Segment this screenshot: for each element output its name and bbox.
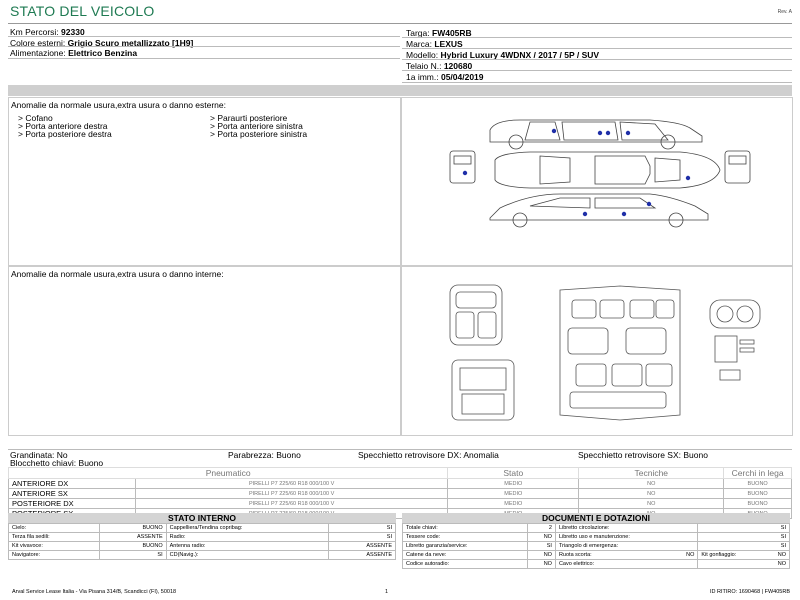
fuel-row: Alimentazione: Elettrico Benzina <box>10 48 138 58</box>
section-band <box>8 85 792 96</box>
windshield-value: Buono <box>276 450 301 460</box>
make-value: LEXUS <box>434 39 463 49</box>
color-value: Grigio Scuro metallizzato [1H9] <box>67 38 194 48</box>
row-divider <box>402 59 792 60</box>
model-value: Hybrid Luxury 4WDNX / 2017 / 5P / SUV <box>440 50 600 60</box>
chassis-row: Telaio N.: 120680 <box>406 61 473 71</box>
tyres-header-tech: Tecniche <box>579 468 724 479</box>
hail-value: No <box>56 450 68 460</box>
doc-label: Catene da neve: <box>403 551 528 560</box>
state-value: SI <box>329 533 396 542</box>
external-damage-list-right <box>210 114 307 139</box>
tyre-rims: BUONO <box>724 489 792 499</box>
tyres-table <box>8 467 792 519</box>
doc-label: Kit gonfiaggio: NO <box>698 551 790 560</box>
state-label: Terza fila sedili: <box>9 533 100 542</box>
state-value: ASSENTE <box>329 551 396 560</box>
tyre-position: POSTERIORE DX <box>9 499 136 509</box>
table-row <box>403 533 790 542</box>
color-row: Colore esterni: Grigio Scuro metallizzato [1H9] <box>10 38 194 48</box>
documents-title: DOCUMENTI E DOTAZIONI <box>402 513 790 523</box>
key-lock-value: Buono <box>78 458 104 468</box>
make-row: Marca: LEXUS <box>406 39 463 49</box>
key-lock-check: Blocchetto chiavi: Buono <box>10 458 104 468</box>
doc-label: Libretto garanzia/service: <box>403 542 528 551</box>
mirror-dx-check: Specchietto retrovisore DX: Anomalia <box>358 450 499 460</box>
doc-value: NO <box>528 551 556 560</box>
doc-value: SI <box>698 533 790 542</box>
title-divider <box>8 23 792 24</box>
external-damage-title: Anomalie da normale usura,extra usura o danno esterne: <box>11 100 226 110</box>
internal-damage-panel <box>8 266 401 436</box>
state-label: Kit vivavoce: <box>9 542 100 551</box>
damage-item: > Porta anteriore sinistra <box>210 121 303 132</box>
row-divider <box>8 46 400 47</box>
plate-row: Targa: FW405RB <box>406 28 472 38</box>
model-row: Modello: Hybrid Luxury 4WDNX / 2017 / 5P / SUV <box>406 50 600 60</box>
tyre-spec: PIRELLI P7 225/60 R18 000/100 V <box>136 479 448 489</box>
damage-item: > Porta anteriore destra <box>18 121 108 132</box>
state-value: ASSENTE <box>329 542 396 551</box>
footer-id: ID RITIRO: 1690468 | FW405RB <box>710 589 790 595</box>
doc-value: NO <box>698 560 790 569</box>
row-divider <box>402 70 792 71</box>
internal-damage-title: Anomalie da normale usura,extra usura o danno interne: <box>11 269 224 279</box>
state-label: Navigatore: <box>9 551 100 560</box>
table-row <box>9 551 396 560</box>
plate-value: FW405RB <box>432 28 472 38</box>
car-exterior-diagram <box>440 108 760 258</box>
tyre-tech: NO <box>579 479 724 489</box>
doc-label: Totale chiavi: <box>403 524 528 533</box>
doc-label: Cavo elettrico: <box>555 560 697 569</box>
damage-item: > Cofano <box>18 113 53 123</box>
table-row <box>403 560 790 569</box>
table-row <box>403 542 790 551</box>
footer-company: Arval Service Lease Italia - Via Pisana 314/B, Scandicci (FI), 50018 <box>12 589 177 595</box>
doc-label: Libretto circolazione: <box>555 524 697 533</box>
doc-value: SI <box>698 524 790 533</box>
table-row <box>9 489 792 499</box>
footer-page-number: 1 <box>385 589 389 595</box>
windshield-check: Parabrezza: Buono <box>228 450 301 460</box>
damage-item: > Paraurti posteriore <box>210 113 288 123</box>
km-value: 92330 <box>61 27 85 37</box>
table-row <box>9 533 396 542</box>
tyre-tech: NO <box>579 499 724 509</box>
documents-table <box>402 523 790 569</box>
internal-state-title: STATO INTERNO <box>8 513 396 523</box>
state-value: BUONO <box>99 524 166 533</box>
state-label: CD(Navig.): <box>166 551 329 560</box>
doc-value: NO <box>777 552 786 558</box>
tyres-header-row <box>9 468 792 479</box>
revision-label: Rev. A <box>777 9 792 15</box>
tyre-position: ANTERIORE DX <box>9 479 136 489</box>
tyre-status: MEDIO <box>448 499 579 509</box>
fuel-value: Elettrico Benzina <box>68 48 138 58</box>
mirror-sx-check: Specchietto retrovisore SX: Buono <box>578 450 708 460</box>
doc-label: Ruota scorta: NO <box>555 551 697 560</box>
state-label: Cielo: <box>9 524 100 533</box>
tyre-status: MEDIO <box>448 489 579 499</box>
damage-item: > Porta posteriore sinistra <box>210 129 308 140</box>
doc-value: NO <box>528 533 556 542</box>
row-divider <box>8 58 400 59</box>
table-row <box>9 524 396 533</box>
hail-check: Grandinata: No <box>10 450 68 460</box>
doc-label: Codice autoradio: <box>403 560 528 569</box>
row-divider <box>402 48 792 49</box>
tyre-rims: BUONO <box>724 499 792 509</box>
doc-label: Libretto uso e manutenzione: <box>555 533 697 542</box>
tyre-rims: BUONO <box>724 479 792 489</box>
tyre-position: ANTERIORE SX <box>9 489 136 499</box>
state-value: SI <box>329 524 396 533</box>
doc-value: SI <box>528 542 556 551</box>
km-row: Km Percorsi: 92330 <box>10 27 85 37</box>
table-row <box>9 499 792 509</box>
tyre-tech: NO <box>579 489 724 499</box>
doc-value: NO <box>528 560 556 569</box>
mirror-dx-value: Anomalia <box>463 450 499 460</box>
tyres-header-tyre: Pneumatico <box>9 468 448 479</box>
page-title: STATO DEL VEICOLO <box>10 3 155 19</box>
row-divider <box>8 36 400 37</box>
tyres-header-rims: Cerchi in lega <box>724 468 792 479</box>
row-divider <box>402 37 792 38</box>
state-value: ASSENTE <box>99 533 166 542</box>
internal-state-table <box>8 523 396 560</box>
state-label: Cappelliera/Tendina copribag: <box>166 524 329 533</box>
table-row <box>403 551 790 560</box>
external-damage-list-left <box>18 114 112 139</box>
doc-label: Triangolo di emergenza: <box>555 542 697 551</box>
state-value: BUONO <box>99 542 166 551</box>
doc-value: 2 <box>528 524 556 533</box>
tyre-spec: PIRELLI P7 225/60 R18 000/100 V <box>136 489 448 499</box>
row-divider <box>402 82 792 83</box>
doc-value: SI <box>698 542 790 551</box>
state-label: Radio: <box>166 533 329 542</box>
first-reg-value: 05/04/2019 <box>440 72 484 82</box>
mirror-sx-value: Buono <box>683 450 708 460</box>
tyre-status: MEDIO <box>448 479 579 489</box>
car-interior-diagram <box>440 280 770 430</box>
state-value: SI <box>99 551 166 560</box>
damage-item: > Porta posteriore destra <box>18 129 112 140</box>
table-row <box>403 524 790 533</box>
doc-label: Tessere code: <box>403 533 528 542</box>
chassis-value: 120680 <box>443 61 473 71</box>
tyres-header-status: Stato <box>448 468 579 479</box>
doc-value: NO <box>686 552 695 558</box>
tyre-spec: PIRELLI P7 225/60 R18 000/100 V <box>136 499 448 509</box>
state-label: Antenna radio: <box>166 542 329 551</box>
table-row <box>9 479 792 489</box>
first-reg-row: 1a imm.: 05/04/2019 <box>406 72 484 82</box>
table-row <box>9 542 396 551</box>
